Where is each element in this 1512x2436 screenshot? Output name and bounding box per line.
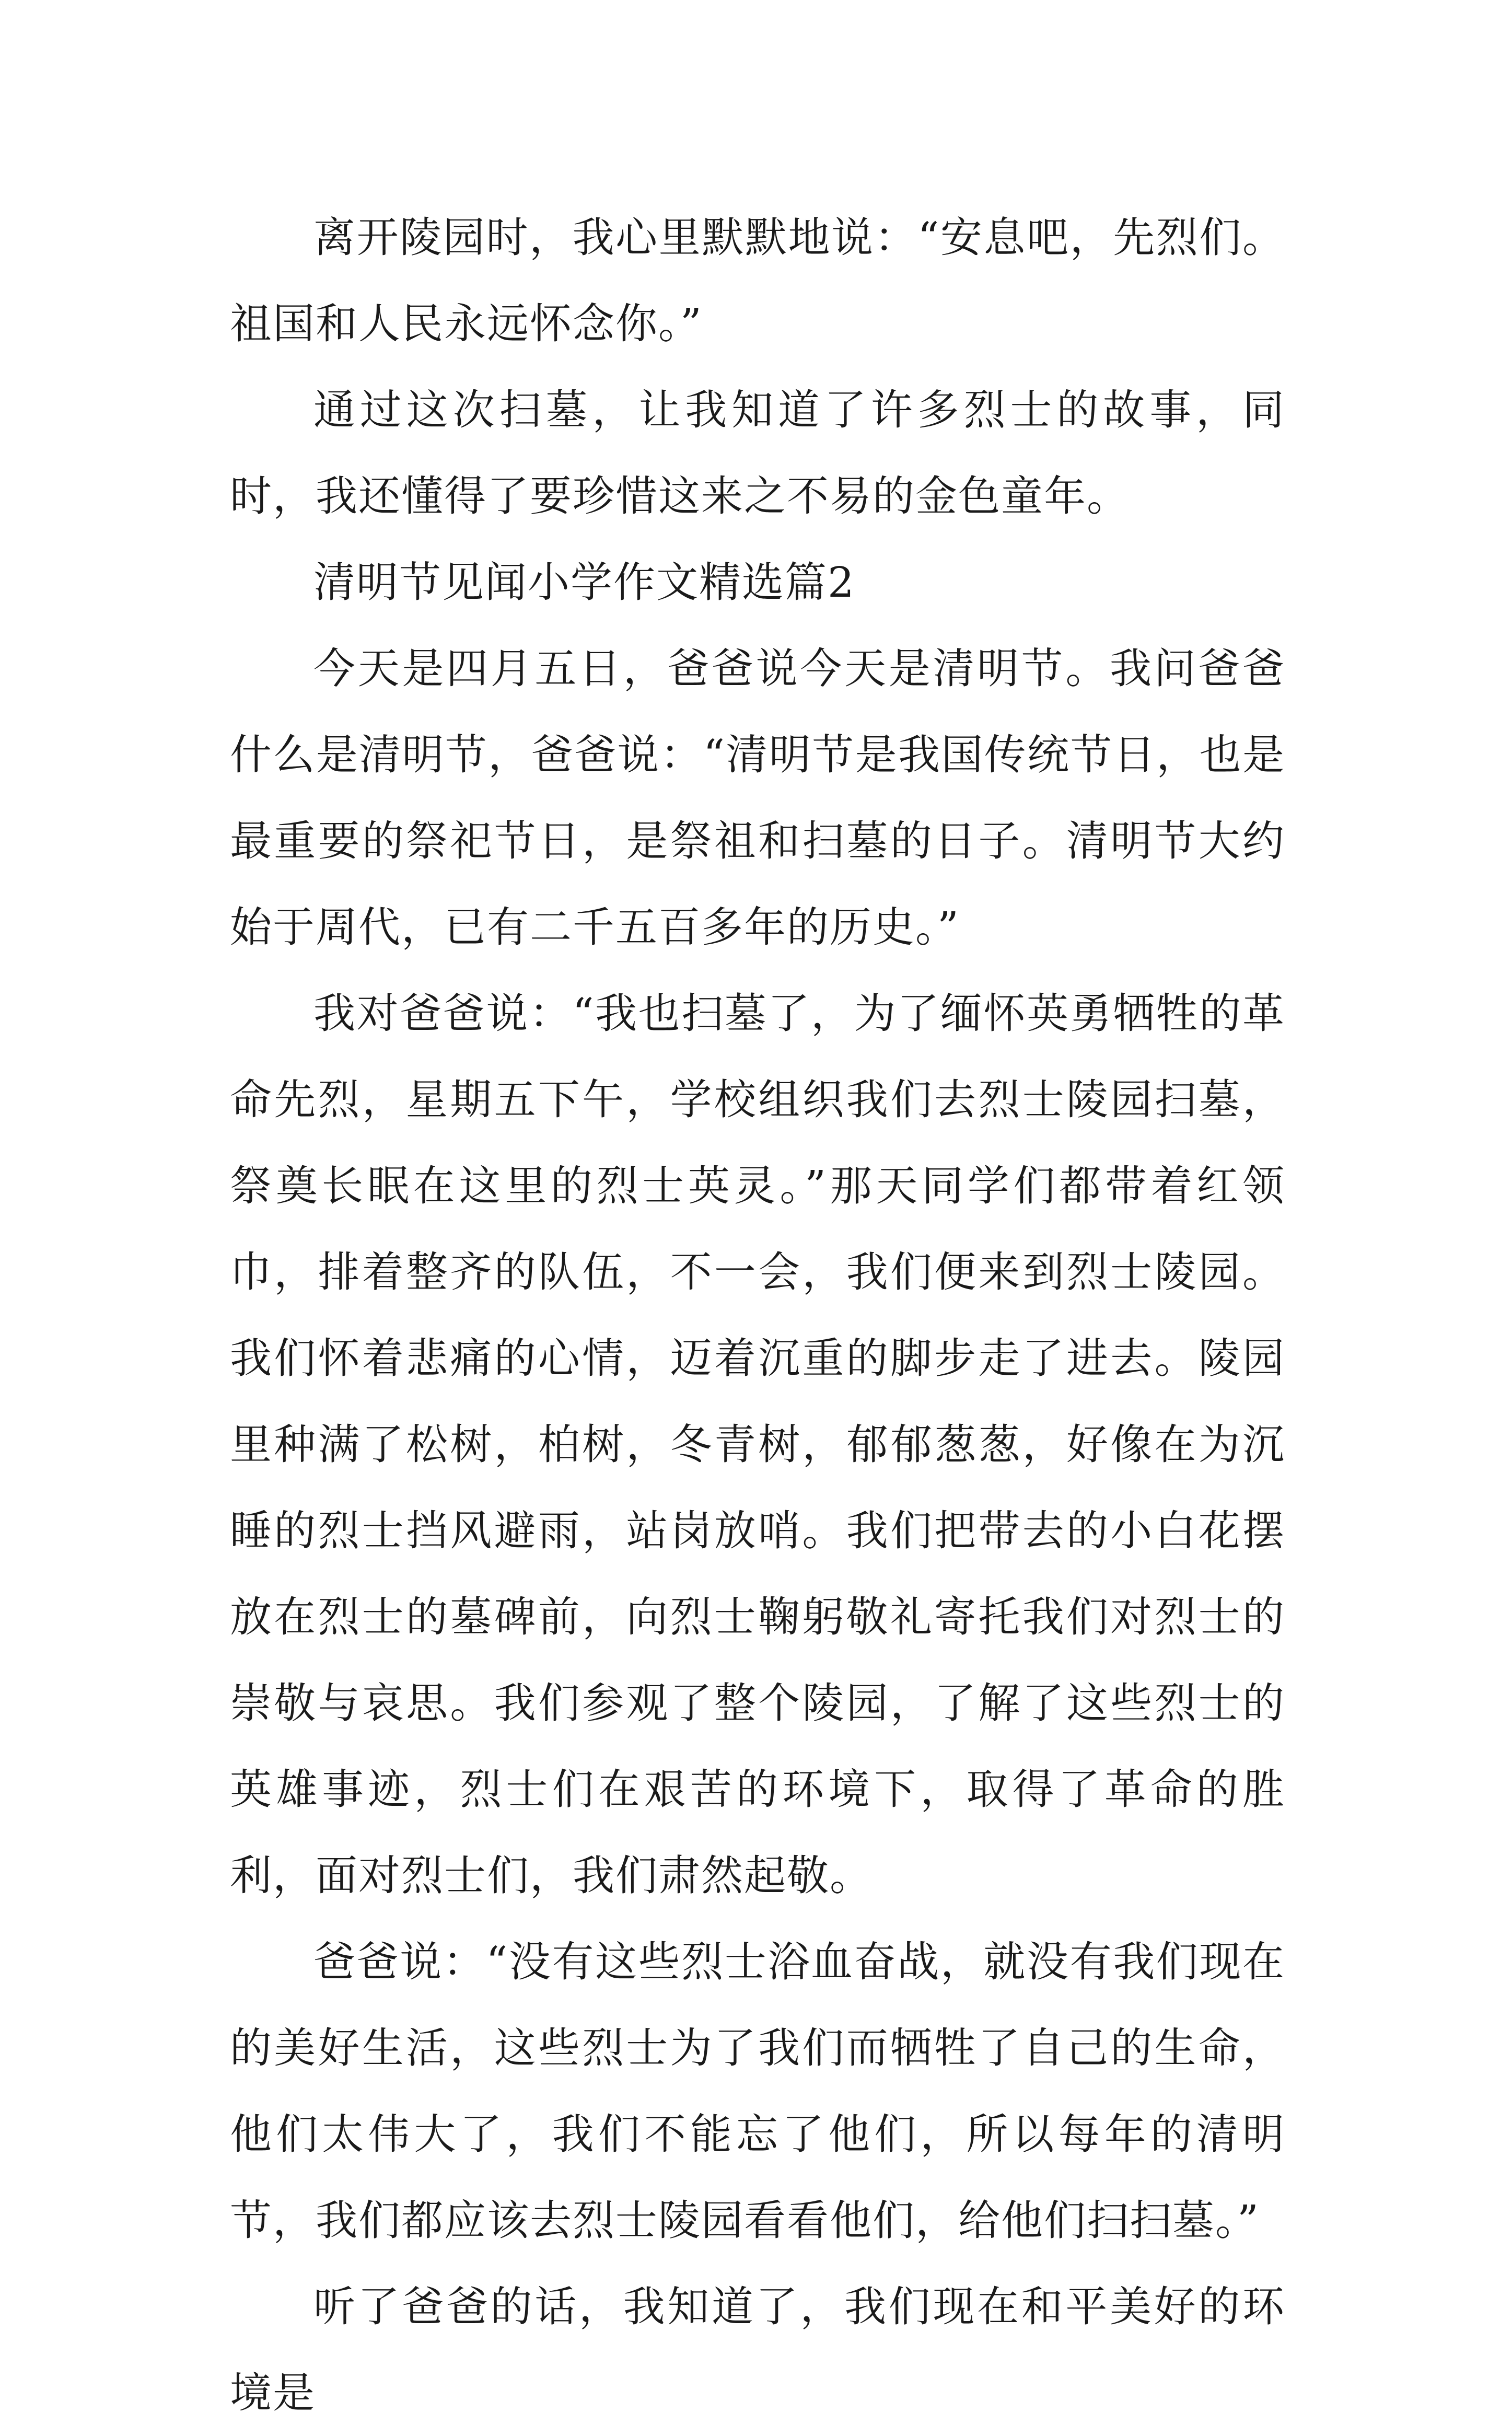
paragraph-intro: 今天是四月五日，爸爸说今天是清明节。我问爸爸什么是清明节，爸爸说：“清明节是我国传统节日，也是最重要的祭祀节日，是祭祖和扫墓的日子。清明节大约始于周代，已有二千五百多年的历史。” bbox=[230, 644, 1285, 952]
paragraph-visit: 我对爸爸说：“我也扫墓了，为了缅怀英勇牺牲的革命先烈，星期五下午，学校组织我们去烈士陵园扫墓，祭奠长眠在这里的烈士英灵。”那天同学们都带着红领巾，排着整齐的队伍，不一会，我们便来到烈士陵园。我们怀着悲痛的心情，迈着沉重的脚步走了进去。陵园里种满了松树，柏树，冬青树，郁郁葱葱，好像在为沉睡的烈士挡风避雨，站岗放哨。我们把带去的小白花摆放在烈士的墓碑前，向烈士鞠躬敬礼寄托我们对烈士的崇敬与哀思。我们参观了整个陵园，了解了这些烈士的英雄事迹，烈士们在艰苦的环境下，取得了革命的胜利，面对烈士们，我们肃然起敬。 bbox=[230, 989, 1285, 1900]
document-body bbox=[230, 194, 1285, 2436]
paragraph-lesson: 通过这次扫墓，让我知道了许多烈士的故事，同时，我还懂得了要珍惜这来之不易的金色童年。 bbox=[230, 386, 1285, 520]
section-heading: 清明节见闻小学作文精选篇2 bbox=[313, 558, 855, 607]
paragraph-farewell: 离开陵园时，我心里默默地说：“安息吧，先烈们。祖国和人民永远怀念你。” bbox=[230, 213, 1285, 348]
paragraph-father: 爸爸说：“没有这些烈士浴血奋战，就没有我们现在的美好生活，这些烈士为了我们而牺牲了自己的生命，他们太伟大了，我们不能忘了他们，所以每年的清明节，我们都应该去烈士陵园看看他们，给他们扫扫墓。” bbox=[230, 1938, 1285, 2245]
paragraph-closing: 听了爸爸的话，我知道了，我们现在和平美好的环境是 bbox=[230, 2282, 1285, 2417]
